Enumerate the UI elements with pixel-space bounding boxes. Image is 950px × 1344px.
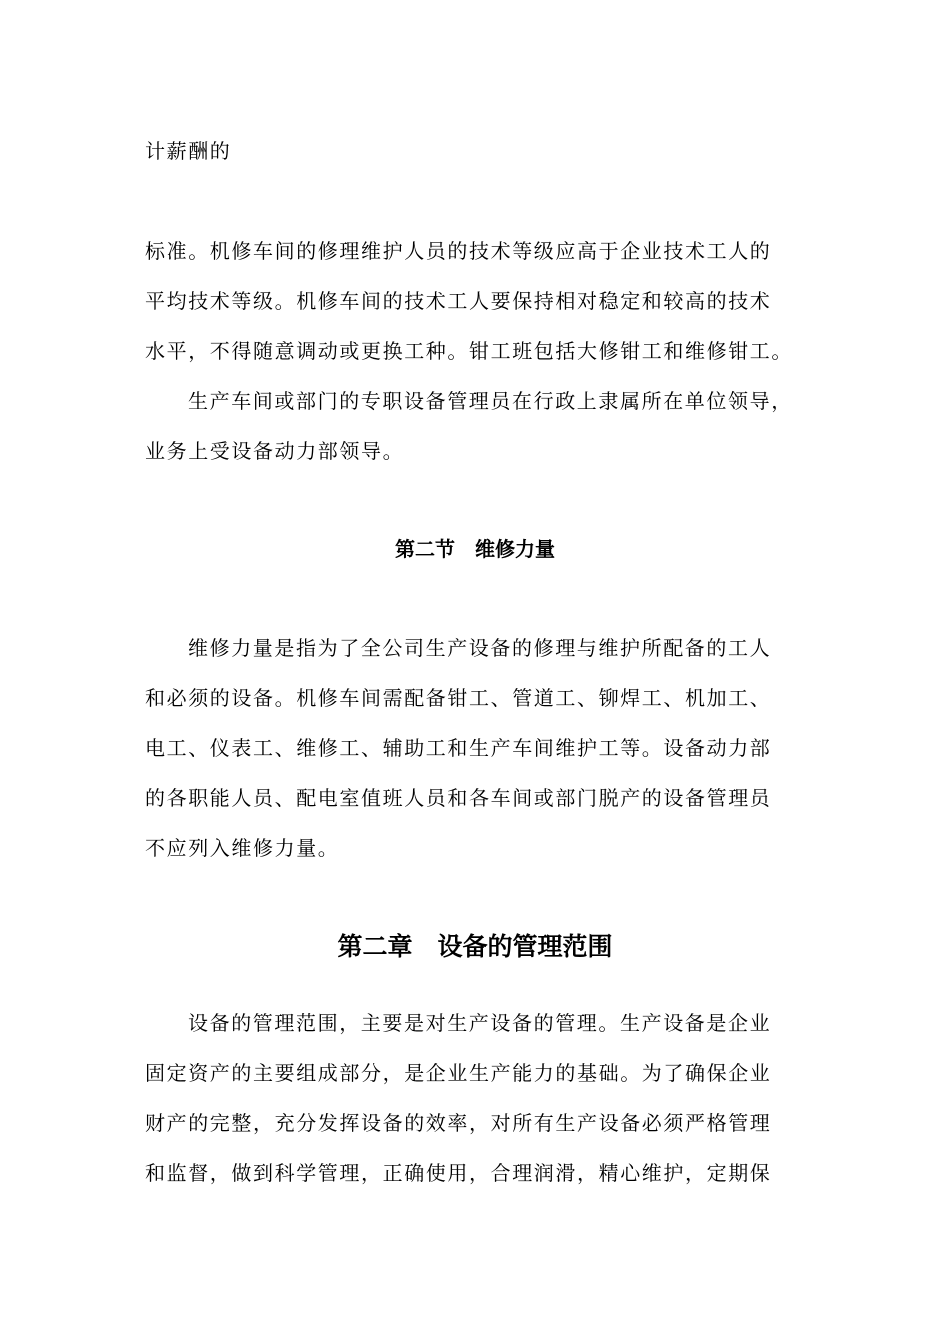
paragraph-line: 和必须的设备。机修车间需配备钳工、管道工、铆焊工、机加工、	[145, 686, 772, 710]
chapter-title: 第二章 设备的管理范围	[337, 932, 613, 961]
paragraph-line: 水平，不得随意调动或更换工种。钳工班包括大修钳工和维修钳工。	[145, 339, 793, 363]
paragraph-line: 业务上受设备动力部领导。	[145, 439, 405, 463]
paragraph-line: 财产的完整，充分发挥设备的效率，对所有生产设备必须严格管理	[145, 1111, 772, 1135]
section-title: 第二节 维修力量	[395, 537, 555, 561]
paragraph-line: 和监督，做到科学管理，正确使用，合理润滑，精心维护，定期保	[145, 1161, 772, 1185]
paragraph-line: 设备的管理范围，主要是对生产设备的管理。生产设备是企业	[188, 1011, 772, 1035]
paragraph-line: 电工、仪表工、维修工、辅助工和生产车间维护工等。设备动力部	[145, 736, 772, 760]
paragraph-line: 平均技术等级。机修车间的技术工人要保持相对稳定和较高的技术	[145, 289, 772, 313]
paragraph-line: 维修力量是指为了全公司生产设备的修理与维护所配备的工人	[188, 636, 772, 660]
fragment-line: 计薪酬的	[145, 139, 232, 163]
paragraph-line: 标准。机修车间的修理维护人员的技术等级应高于企业技术工人的	[145, 239, 772, 263]
paragraph-line: 生产车间或部门的专职设备管理员在行政上隶属所在单位领导，	[188, 389, 793, 413]
paragraph-line: 不应列入维修力量。	[145, 836, 340, 860]
paragraph-line: 固定资产的主要组成部分，是企业生产能力的基础。为了确保企业	[145, 1061, 772, 1085]
paragraph-line: 的各职能人员、配电室值班人员和各车间或部门脱产的设备管理员	[145, 786, 772, 810]
